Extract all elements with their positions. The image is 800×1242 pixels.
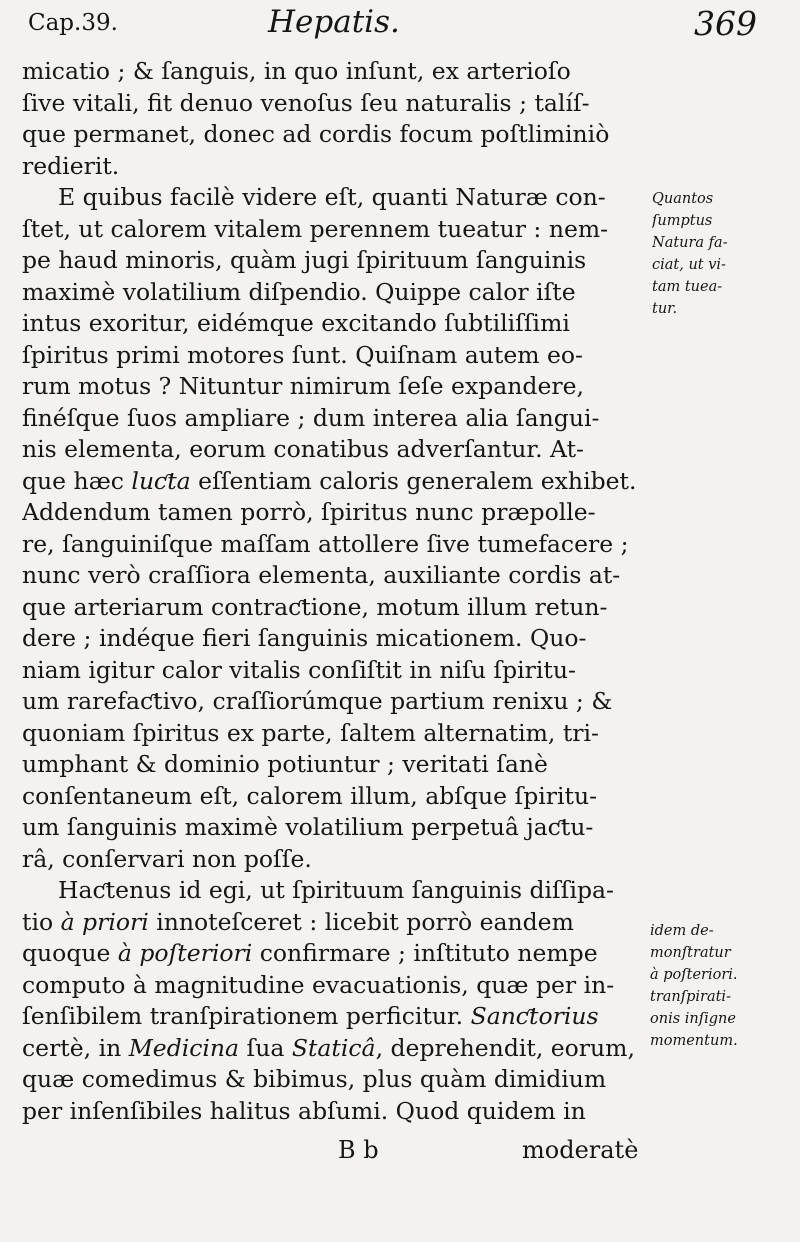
paragraph-start-line: Haƈtenus id egi, ut ſpirituum ſanguinis diſſipa- — [58, 876, 614, 904]
text-line: conſentaneum eſt, calorem illum, abſque ſpiritu- — [22, 781, 598, 810]
text-line: que permanet, donec ad cordis focum poſtliminiò — [22, 120, 610, 148]
margin-note-line: onis inſigne — [650, 1011, 736, 1027]
margin-note-line: tam tuea- — [652, 279, 723, 295]
text-line: ſpiritus primi motores ſunt. Quiſnam autem eo- — [22, 340, 583, 369]
text-run: ſenſibilem tranſpirationem perficitur. — [22, 1002, 471, 1030]
margin-note-line: tranſpirati- — [650, 989, 731, 1005]
text-line: râ, conſervari non poſſe. — [22, 844, 312, 873]
text-run: tio — [22, 907, 61, 936]
text-line: per inſenſibiles halitus abſumi. Quod quidem in — [22, 1096, 586, 1125]
text-line: ſtet, ut calorem vitalem perennem tueatur : nem- — [22, 214, 609, 243]
page-header — [0, 4, 800, 56]
text-line: que arteriarum contraƈtione, motum illum retun- — [22, 592, 608, 621]
margin-note-line: à poſteriori. — [650, 967, 738, 983]
chapter-label: Cap.39. — [28, 10, 118, 36]
text-line: intus exoritur, eidémque excitando ſubtiliſſimi — [22, 309, 570, 337]
page-footer — [0, 1136, 800, 1176]
text-line: re, ſanguiniſque maſſam attollere ſive tumefacere ; — [22, 529, 629, 558]
body-text — [22, 56, 647, 1127]
margin-note-line: Natura fa- — [652, 235, 728, 251]
italic-word: Medicina — [128, 1033, 240, 1062]
text-line: niam igitur calor vitalis conſiſtit in niſu ſpiritu- — [22, 655, 576, 684]
signature-mark: B b — [338, 1136, 379, 1164]
text-run: ſua — [239, 1033, 292, 1062]
text-line: nis elementa, eorum conatibus adverſantur. At- — [22, 435, 584, 463]
paragraph-start-line: E quibus facilè videre eſt, quanti Naturæ con- — [58, 183, 606, 211]
text-run: eſſentiam caloris generalem exhibet. — [190, 466, 637, 495]
margin-note-line: tur. — [652, 301, 678, 317]
text-line — [22, 1001, 647, 1033]
text-run: , deprehendit, eorum, — [375, 1033, 635, 1062]
text-line: computo à magnitudine evacuationis, quæ per in- — [22, 970, 615, 999]
text-line: redierit. — [22, 151, 120, 180]
text-run: innoteſceret : licebit porrò eandem — [148, 907, 574, 936]
text-line — [22, 938, 647, 970]
catchword: moderatè — [522, 1136, 639, 1164]
text-line: quoniam ſpiritus ex parte, ſaltem alternatim, tri- — [22, 718, 599, 747]
italic-word: Sanƈtorius — [470, 1002, 599, 1030]
margin-note-idem — [650, 920, 800, 1052]
text-line: pe haud minoris, quàm jugi ſpirituum ſanguinis — [22, 246, 587, 274]
text-line: nunc verò craſſiora elementa, auxiliante cordis at- — [22, 561, 621, 589]
running-title: Hepatis. — [268, 4, 400, 40]
text-line: ſive vitali, fit denuo venoſus ſeu naturalis ; talíſ- — [22, 88, 590, 117]
margin-note-line: ſumptus — [652, 213, 713, 229]
text-line: umphant & dominio potiuntur ; veritati ſanè — [22, 750, 548, 778]
italic-word: à poſteriori — [117, 939, 253, 967]
text-line: um ſanguinis maximè volatilium perpetuâ jaƈtu- — [22, 813, 594, 841]
text-line: quæ comedimus & bibimus, plus quàm dimidium — [22, 1065, 607, 1093]
italic-word: luƈta — [131, 466, 191, 495]
italic-word: Staticâ — [291, 1033, 376, 1062]
text-line — [22, 1033, 647, 1065]
page-number: 369 — [694, 4, 757, 43]
text-line — [22, 466, 647, 498]
text-run: que hæc — [22, 466, 132, 495]
text-run: confirmare ; inſtituto nempe — [252, 939, 598, 967]
text-line: finéſque ſuos ampliare ; dum interea alia ſangui- — [22, 403, 600, 432]
text-line: dere ; indéque fieri ſanguinis micationem. Quo- — [22, 624, 587, 652]
text-run: certè, in — [22, 1033, 129, 1062]
text-run: quoque — [22, 939, 118, 967]
margin-note-line: ciat, ut vi- — [652, 257, 726, 273]
text-line: um rarefaƈtivo, craſſiorúmque partium renixu ; & — [22, 687, 613, 715]
text-line: maximè volatilium diſpendio. Quippe calor iſte — [22, 277, 576, 306]
text-line: Addendum tamen porrò, ſpiritus nunc præpolle- — [22, 498, 596, 526]
text-line: micatio ; & ſanguis, in quo inſunt, ex arterioſo — [22, 57, 571, 85]
margin-note-quantos — [652, 188, 800, 320]
margin-note-line: Quantos — [652, 191, 714, 207]
italic-word: à priori — [60, 907, 149, 936]
margin-note-line: monſtratur — [650, 945, 731, 961]
margin-note-line: idem de- — [650, 923, 714, 939]
margin-note-line: momentum. — [650, 1033, 738, 1049]
text-line: rum motus ? Nituntur nimirum ſeſe expandere, — [22, 372, 584, 400]
text-line — [22, 907, 647, 939]
